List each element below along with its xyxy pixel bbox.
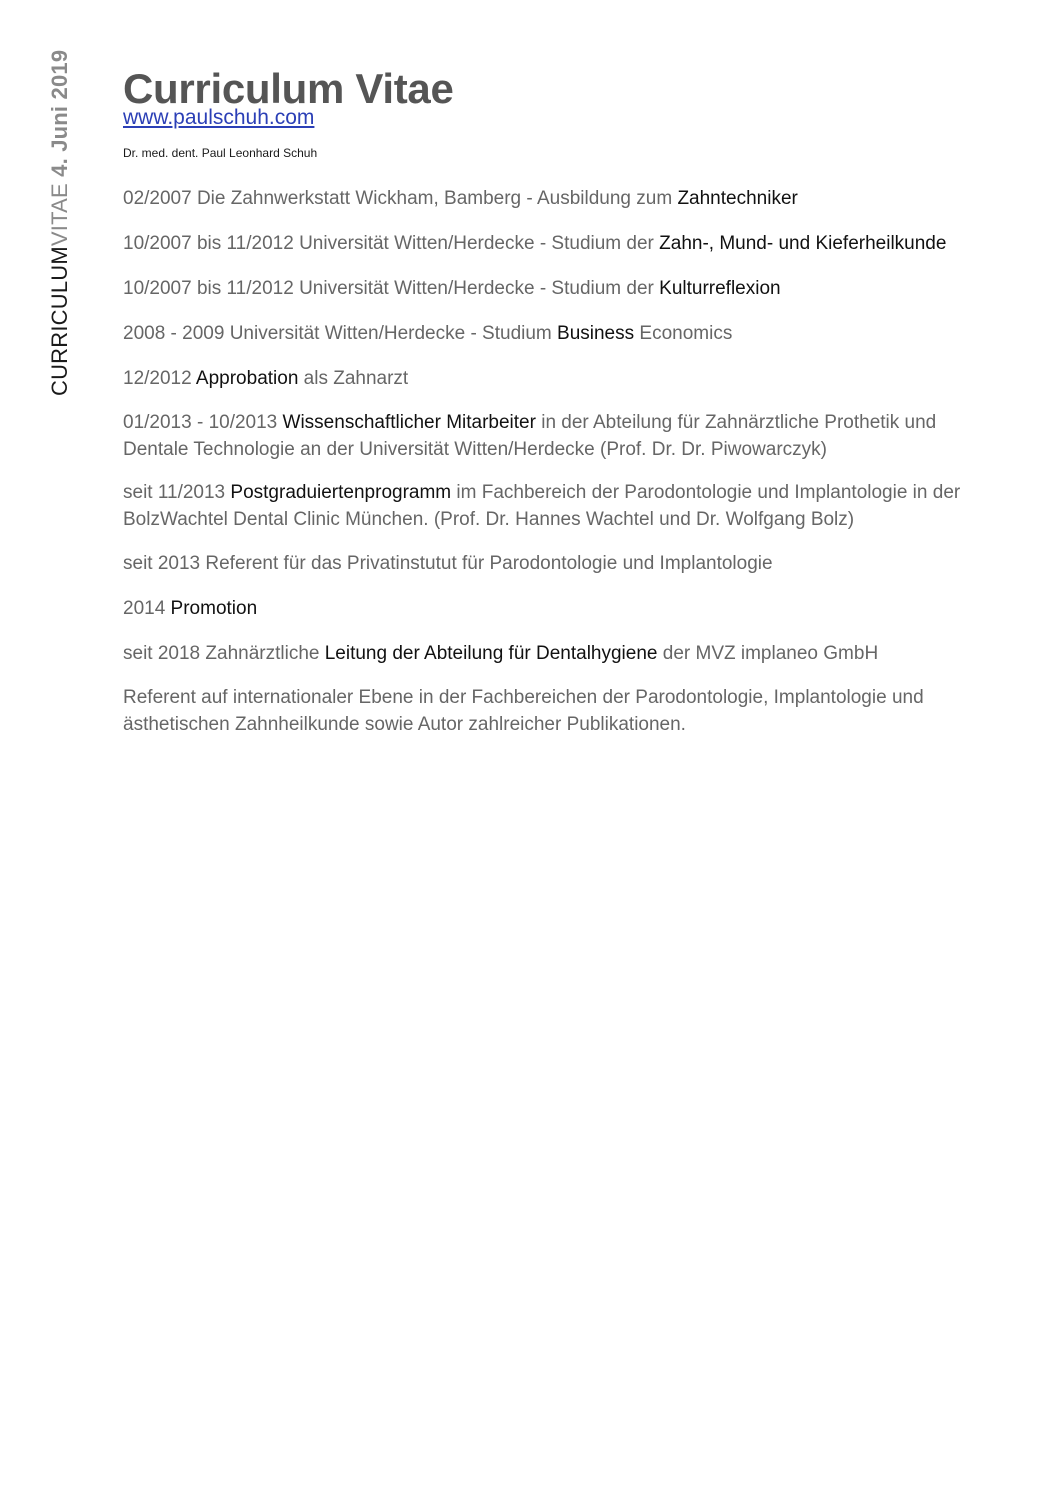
cv-entry: 2014 Promotion bbox=[123, 598, 258, 619]
cv-entry: seit 2013 Referent für das Privatinstutut für Parodontologie und Implantologie bbox=[123, 553, 773, 574]
cv-entry: 10/2007 bis 11/2012 Universität Witten/Herdecke - Studium der Zahn-, Mund- und Kieferheilkunde bbox=[123, 233, 947, 254]
cv-entry: 10/2007 bis 11/2012 Universität Witten/Herdecke - Studium der Kulturreflexion bbox=[123, 278, 781, 299]
cv-entry: 12/2012 Approbation als Zahnarzt bbox=[123, 368, 409, 389]
person-name: Dr. med. dent. Paul Leonhard Schuh bbox=[123, 146, 318, 160]
cv-entry: seit 2018 Zahnärztliche Leitung der Abteilung für Dentalhygiene der MVZ implaneo GmbH bbox=[123, 643, 879, 664]
website-link[interactable]: www.paulschuh.com bbox=[123, 106, 315, 129]
side-label bbox=[47, 50, 73, 396]
side-label-curriculum: CURRICULUM bbox=[47, 246, 72, 396]
side-label-date: 4. Juni 2019 bbox=[47, 49, 72, 177]
cv-entry: seit 11/2013 Postgraduiertenprogramm im Fachbereich der Parodontologie und Implantologie in der BolzWachtel Dental Clinic München. (Prof. Dr. Hannes Wachtel und Dr. Wolfgang Bolz) bbox=[123, 482, 961, 530]
cv-entry: 01/2013 - 10/2013 Wissenschaftlicher Mitarbeiter in der Abteilung für Zahnärztliche Prothetik und Dentale Technologie an der Universität Witten/Herdecke (Prof. Dr. Dr. Piwowarczyk) bbox=[123, 412, 937, 460]
cv-entries bbox=[123, 184, 993, 754]
page-title: Curriculum Vitae bbox=[123, 65, 454, 112]
side-label-vitae: VITAE bbox=[47, 183, 72, 247]
cv-entry: 2008 - 2009 Universität Witten/Herdecke - Studium Business Economics bbox=[123, 323, 733, 344]
cv-entry: Referent auf internationaler Ebene in der Fachbereichen der Parodontologie, Implantologie und ästhetischen Zahnheilkunde sowie Autor zahlreicher Publikationen. bbox=[123, 687, 924, 735]
cv-entry: 02/2007 Die Zahnwerkstatt Wickham, Bamberg - Ausbildung zum Zahntechniker bbox=[123, 188, 798, 209]
